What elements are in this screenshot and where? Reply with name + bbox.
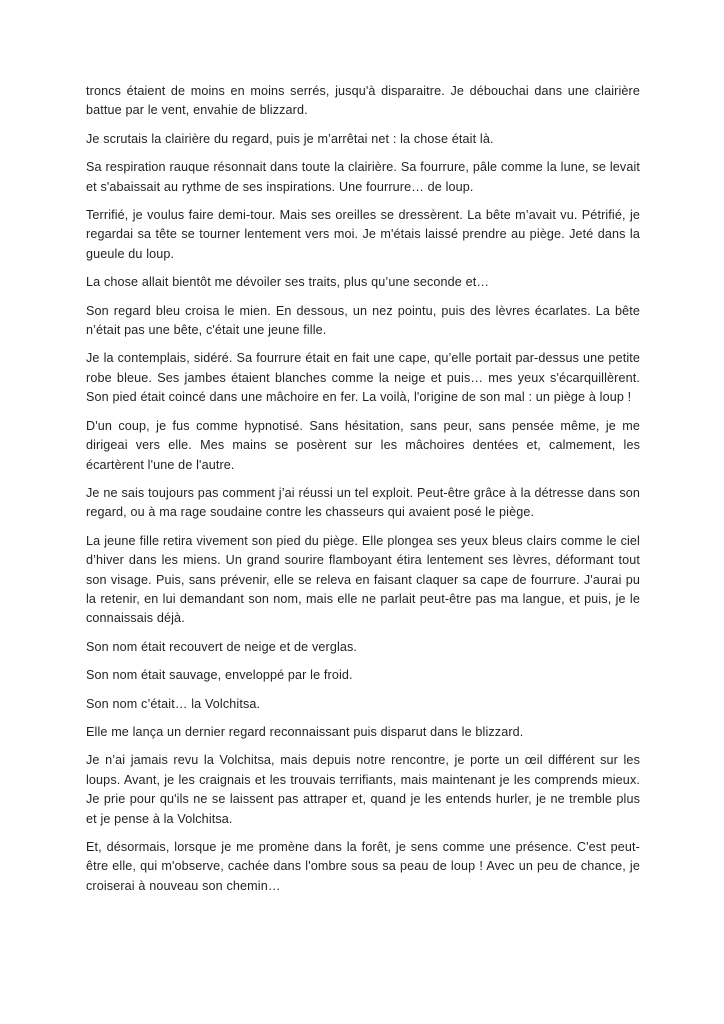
- paragraph: Terrifié, je voulus faire demi-tour. Mais ses oreilles se dressèrent. La bête m’avait vu. Pétrifié, je regardai sa tête se tourner lentement vers moi. Je m'étais laissé prendre au piège. Jeté dans la gueule du loup.: [86, 208, 640, 261]
- paragraph: Son regard bleu croisa le mien. En dessous, un nez pointu, puis des lèvres écarlates. La bête n’était pas une bête, c'était une jeune fille.: [86, 303, 640, 338]
- paragraph: troncs étaient de moins en moins serrés, jusqu'à disparaitre. Je débouchai dans une clairière battue par le vent, envahie de blizzard.: [86, 84, 640, 118]
- paragraph: Je scrutais la clairière du regard, puis je m’arrêtai net : la chose était là.: [86, 131, 494, 146]
- paragraph: Son nom c’était… la Volchitsa.: [86, 696, 261, 711]
- text-column: [86, 82, 640, 896]
- paragraph: Je la contemplais, sidéré. Sa fourrure était en fait une cape, qu’elle portait par-dessus une petite robe bleue. Ses jambes étaient blanches comme la neige et puis… mes yeux s'écarquillèrent. Son pied était coincé dans une mâchoire en fer. La voilà, l'origine de son mal : un piège à loup !: [86, 351, 640, 405]
- paragraph: La jeune fille retira vivement son pied du piège. Elle plongea ses yeux bleus clairs comme le ciel d’hiver dans les miens. Un grand sourire flamboyant étira lentement ses lèvres, déformant tout son visage. Puis, sans prévenir, elle se releva en faisant claquer sa cape de fourrure. J'aurai pu la retenir, en lui demandant son nom, mais elle ne parlait peut-être pas ma langue, et puis, je le connaissais déjà.: [86, 533, 640, 626]
- paragraph: Son nom était recouvert de neige et de verglas.: [86, 639, 358, 654]
- paragraph: Et, désormais, lorsque je me promène dans la forêt, je sens comme une présence. C'est peut-être elle, qui m'observe, cachée dans l'ombre sous sa peau de loup ! Avec un peu de chance, je croiserai à nouveau son chemin…: [86, 840, 640, 893]
- paragraph: Je n’ai jamais revu la Volchitsa, mais depuis notre rencontre, je porte un œil différent sur les loups. Avant, je les craignais et les trouvais terrifiants, mais maintenant je les comprends mieux. Je prie pour qu'ils ne se laissent pas attraper et, quand je les entends hurler, je ne tremble plus et je pense à la Volchitsa.: [86, 753, 640, 826]
- paragraph: D'un coup, je fus comme hypnotisé. Sans hésitation, sans peur, sans pensée même, je me dirigeai vers elle. Mes mains se posèrent sur les mâchoires dentées et, calmement, les écartèrent l'une de l'autre.: [86, 418, 640, 472]
- paragraph: Elle me lança un dernier regard reconnaissant puis disparut dans le blizzard.: [86, 724, 524, 739]
- paragraph: Son nom était sauvage, enveloppé par le froid.: [86, 668, 353, 683]
- paragraph: La chose allait bientôt me dévoiler ses traits, plus qu’une seconde et…: [86, 275, 490, 290]
- paragraph: Sa respiration rauque résonnait dans toute la clairière. Sa fourrure, pâle comme la lune, se levait et s'abaissait au rythme de ses inspirations. Une fourrure… de loup.: [86, 160, 640, 194]
- paragraph: Je ne sais toujours pas comment j’ai réussi un tel exploit. Peut-être grâce à la détresse dans son regard, ou à ma rage soudaine contre les chasseurs qui avaient posé le piège.: [86, 485, 640, 520]
